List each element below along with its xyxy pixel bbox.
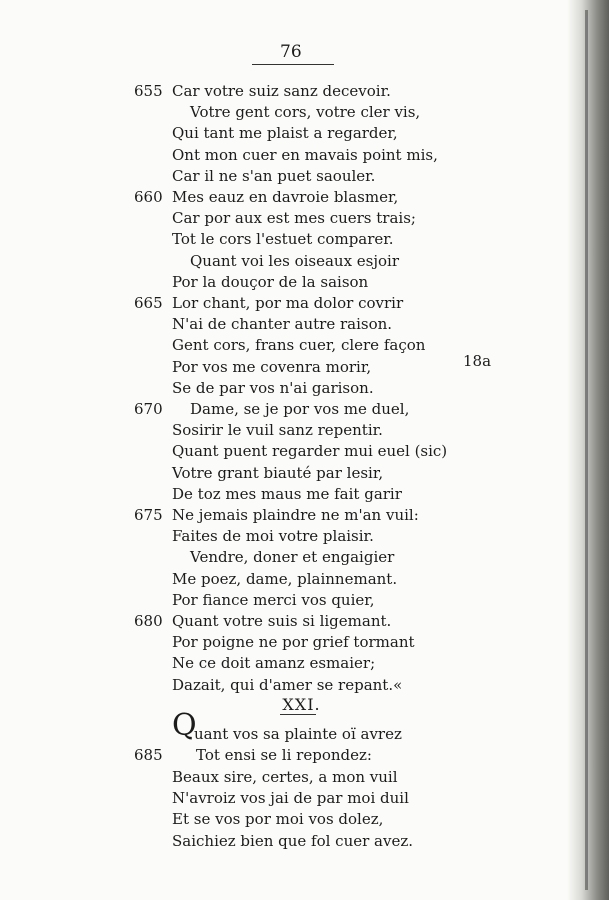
verse-text: Dame, se je por vos me duel, bbox=[190, 400, 410, 418]
verse-text: Votre gent cors, votre cler vis, bbox=[190, 103, 421, 122]
verse-text: Mes eauz en davroie blasmer, bbox=[172, 188, 399, 206]
verse-line bbox=[0, 271, 560, 293]
verse-text: Se de par vos n'ai garison. bbox=[172, 378, 374, 397]
verse-line bbox=[0, 546, 560, 568]
verse-line bbox=[0, 568, 560, 590]
verse-line bbox=[0, 744, 560, 766]
verse-text: Por la douçor de la saison bbox=[172, 272, 369, 291]
verse-line bbox=[0, 674, 560, 696]
verse-text: Ont mon cuer en mavais point mis, bbox=[172, 145, 438, 164]
verse-text: Et se vos por moi vos dolez, bbox=[172, 810, 384, 829]
verse-text: Gent cors, frans cuer, clere façon bbox=[172, 336, 426, 355]
verse-line bbox=[0, 186, 560, 208]
verse-text: uant vos sa plainte oï avrez bbox=[194, 725, 402, 743]
drop-cap: Q bbox=[172, 708, 197, 743]
page-gutter-shadow bbox=[567, 0, 609, 900]
verse-line bbox=[0, 144, 560, 166]
line-number: 665 bbox=[134, 294, 163, 312]
verse-text: Ne jemais plaindre ne m'an vuil: bbox=[172, 506, 419, 524]
verse-text: Por fiance merci vos quier, bbox=[172, 590, 375, 609]
verse-text: Quant votre suis si ligemant. bbox=[172, 612, 392, 630]
verse-line bbox=[0, 589, 560, 611]
verse-line bbox=[0, 766, 560, 788]
verse-line bbox=[0, 398, 560, 420]
verse-line bbox=[0, 377, 560, 399]
line-number: 670 bbox=[134, 400, 163, 418]
verse-text: Quant voi les oiseaux esjoir bbox=[190, 251, 400, 270]
verse-line bbox=[0, 440, 560, 462]
line-number: 675 bbox=[134, 506, 163, 524]
section-heading-rule bbox=[280, 714, 316, 715]
verse-text: Car votre suiz sanz decevoir. bbox=[172, 82, 391, 100]
verse-text: Votre grant biauté par lesir, bbox=[172, 463, 384, 482]
verse-line bbox=[0, 525, 560, 547]
verse-line bbox=[0, 610, 560, 632]
verse-text: N'avroiz vos jai de par moi duil bbox=[172, 788, 409, 807]
verse-line bbox=[0, 504, 560, 526]
verse-text: Dazait, qui d'amer se repant.« bbox=[172, 675, 403, 694]
verse-text: Lor chant, por ma dolor covrir bbox=[172, 294, 404, 312]
section-heading bbox=[0, 695, 609, 714]
verse-line bbox=[0, 483, 560, 505]
verse-text: Qui tant me plaist a regarder, bbox=[172, 124, 398, 143]
verse-text: Vendre, doner et engaigier bbox=[190, 548, 395, 567]
verse-line bbox=[0, 292, 560, 314]
page-number-rule bbox=[252, 64, 334, 65]
verse-text: N'ai de chanter autre raison. bbox=[172, 315, 393, 334]
verse-text: Tot ensi se li repondez: bbox=[196, 746, 372, 765]
verse-text: Saichiez bien que fol cuer avez. bbox=[172, 831, 414, 850]
page-number: 76 bbox=[280, 42, 302, 62]
verse-text: Beaux sire, certes, a mon vuil bbox=[172, 767, 398, 786]
verse-line bbox=[0, 122, 560, 144]
verse-line bbox=[0, 830, 560, 852]
verse-text: Faites de moi votre plaisir. bbox=[172, 527, 374, 546]
section-heading-text: XXI. bbox=[282, 695, 321, 714]
verse-line bbox=[0, 652, 560, 674]
verse-text: Car por aux est mes cuers trais; bbox=[172, 209, 416, 228]
verse-text: Sosirir le vuil sanz repentir. bbox=[172, 421, 383, 440]
verse-line bbox=[0, 207, 560, 229]
line-number: 655 bbox=[134, 82, 163, 100]
verse-line bbox=[0, 250, 560, 272]
margin-note: 18a bbox=[463, 352, 492, 370]
verse-line bbox=[0, 708, 560, 745]
verse-line bbox=[0, 313, 560, 335]
verse-text: Car il ne s'an puet saouler. bbox=[172, 166, 376, 185]
verse-line bbox=[0, 101, 560, 123]
verse-line bbox=[0, 419, 560, 441]
verse-line bbox=[0, 808, 560, 830]
verse-text: De toz mes maus me fait garir bbox=[172, 484, 402, 503]
verse-line bbox=[0, 165, 560, 187]
line-number: 660 bbox=[134, 188, 163, 206]
verse-line bbox=[0, 631, 560, 653]
verse-text: Quant puent regarder mui euel (sic) bbox=[172, 442, 448, 461]
verse-line bbox=[0, 462, 560, 484]
line-number: 680 bbox=[134, 612, 163, 630]
verse-text: Tot le cors l'estuet comparer. bbox=[172, 230, 394, 249]
verse-line bbox=[0, 80, 560, 102]
line-number: 685 bbox=[134, 746, 163, 765]
verse-line bbox=[0, 787, 560, 809]
verse-text: Por vos me covenra morir, bbox=[172, 357, 372, 376]
verse-text: Ne ce doit amanz esmaier; bbox=[172, 654, 376, 673]
verse-text: Por poigne ne por grief tormant bbox=[172, 633, 415, 652]
verse-line bbox=[0, 228, 560, 250]
verse-text: Me poez, dame, plainnemant. bbox=[172, 569, 398, 588]
